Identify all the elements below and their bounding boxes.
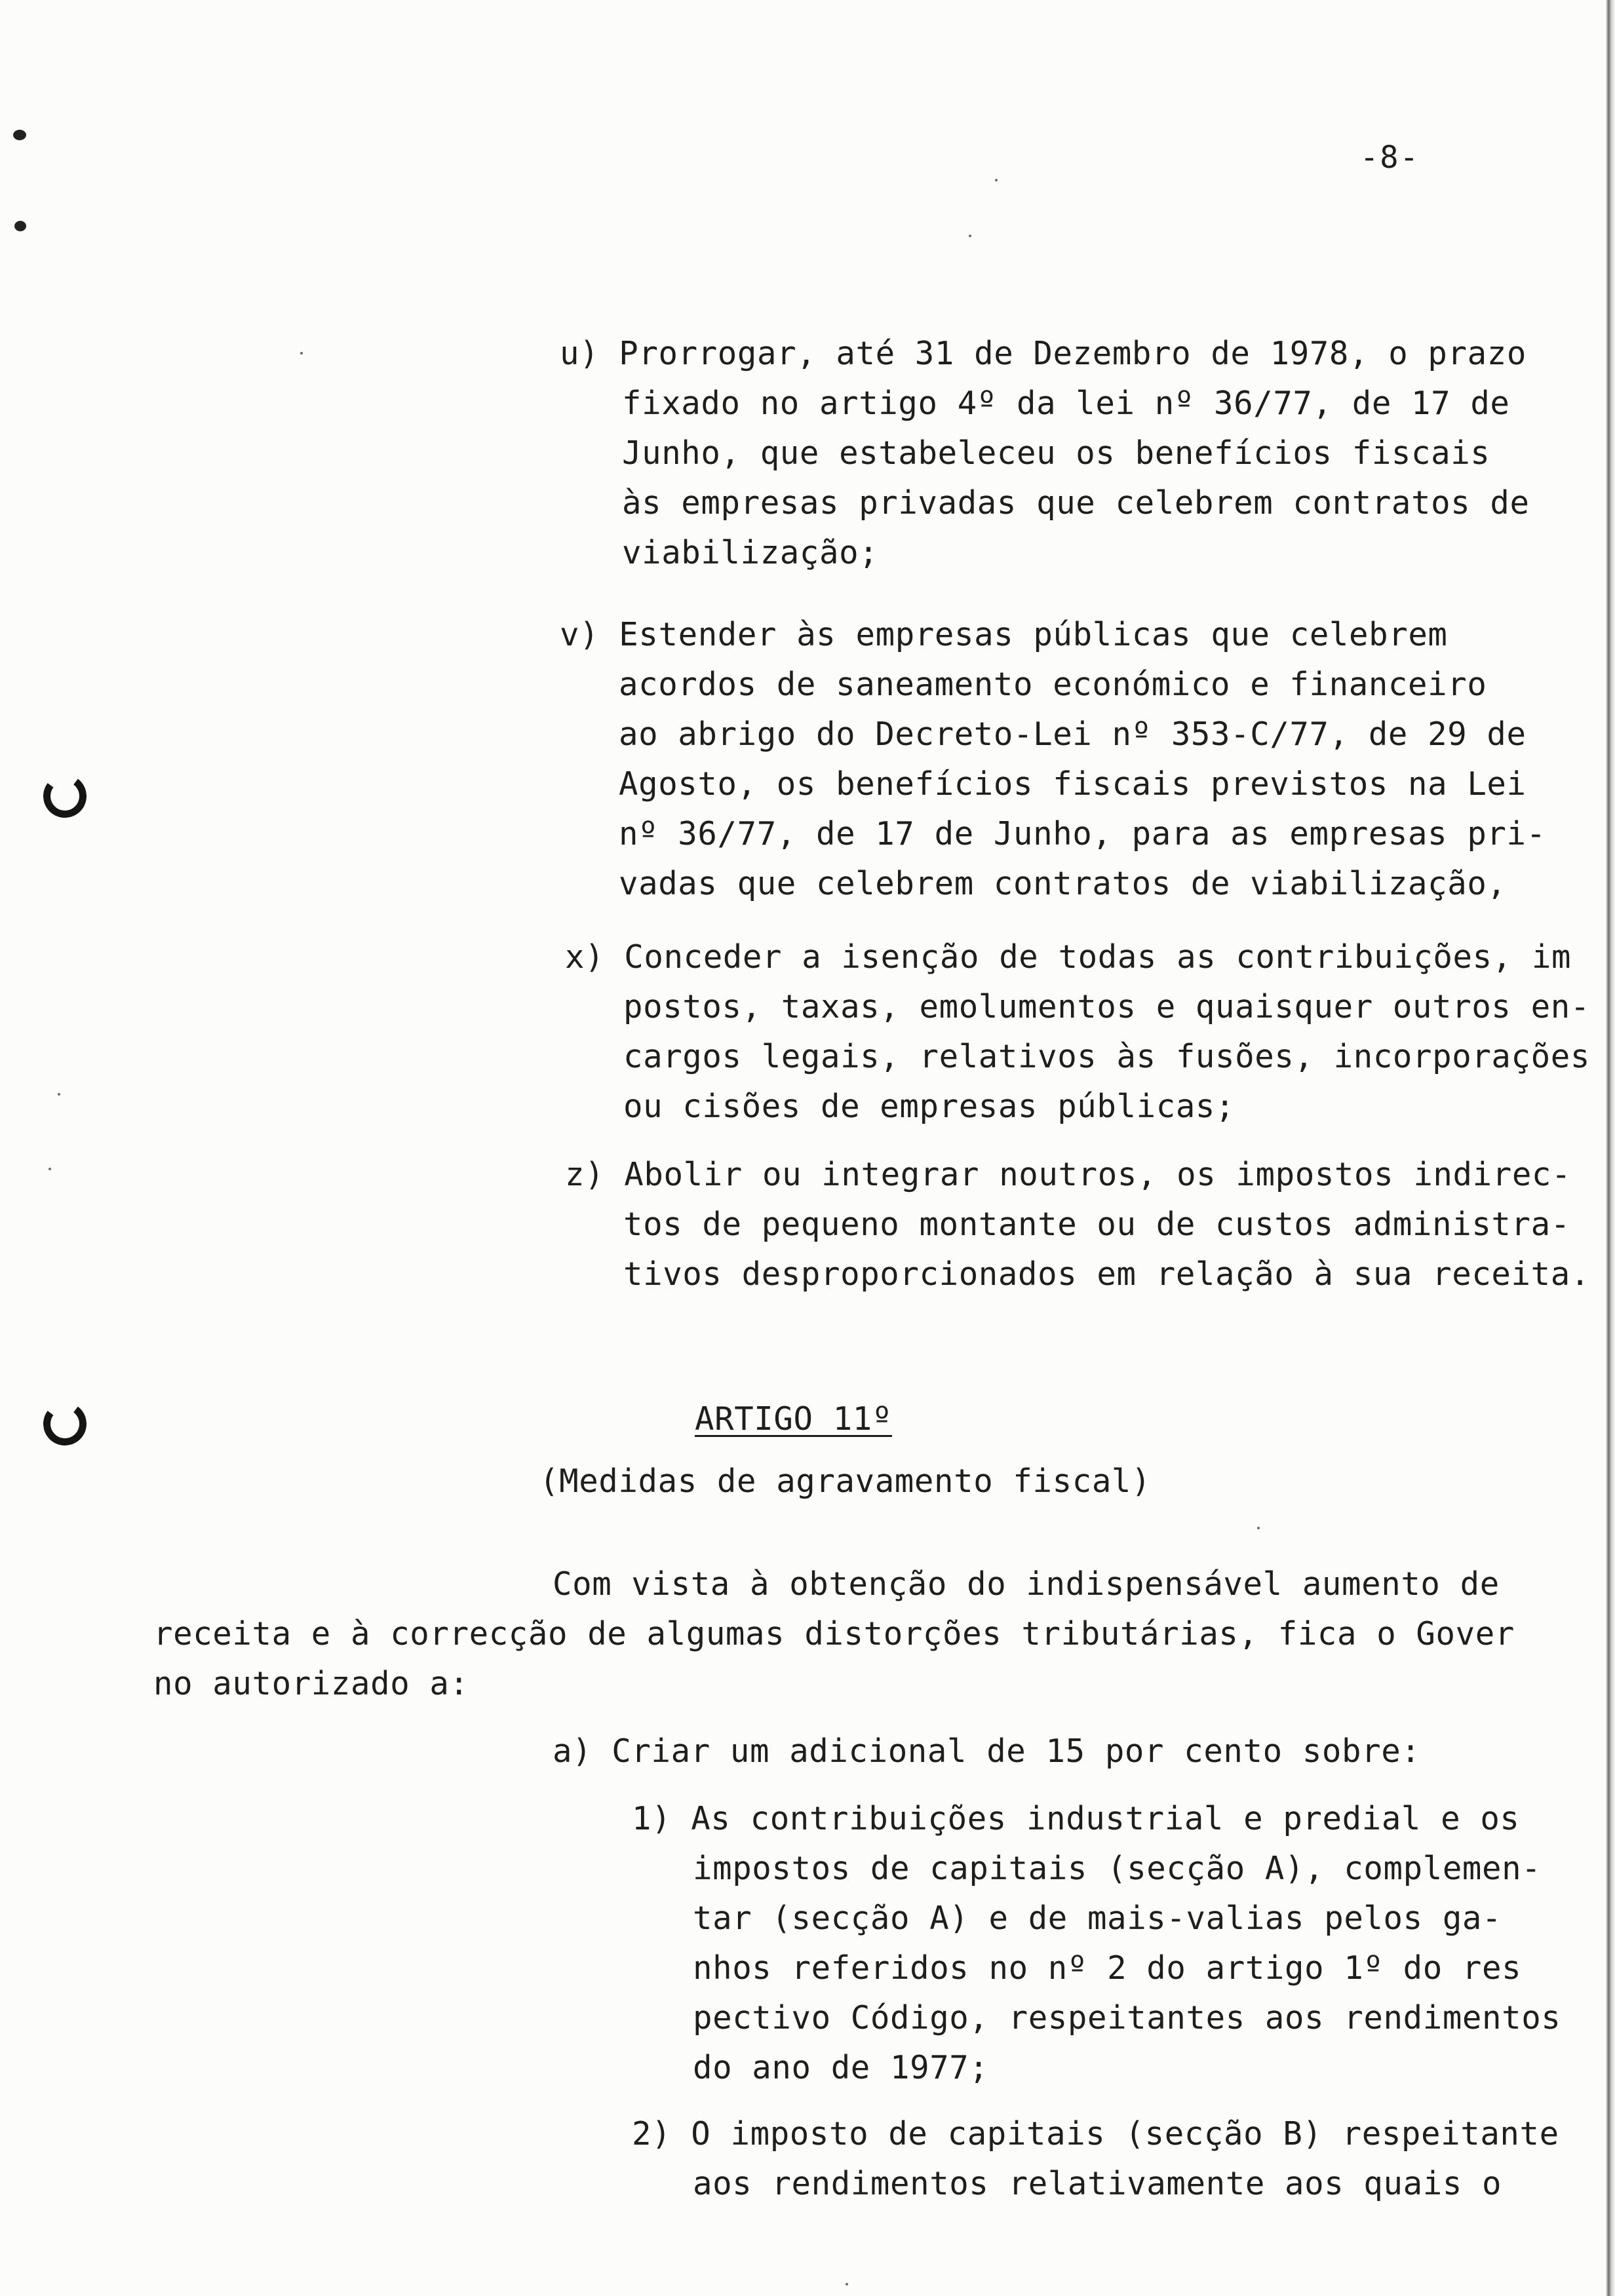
margin-mark [14,221,26,231]
item-line: ao abrigo do Decreto-Lei nº 353-C/77, de 29 de [619,716,1527,753]
speck [969,235,971,237]
sub-item-line: do ano de 1977; [693,2049,989,2086]
punch-hole-mark [41,772,90,821]
item-line: x) Conceder a isenção de todas as contribuições, im [565,938,1572,976]
item-line: v) Estender às empresas públicas que celebrem [560,616,1448,653]
page-number: -8- [1360,140,1420,176]
article-subtitle: (Medidas de agravamento fiscal) [539,1463,1152,1500]
item-line: Agosto, os benefícios fiscais previstos na Lei [619,765,1527,803]
speck [58,1093,60,1096]
item-line: vadas que celebrem contratos de viabilização, [619,865,1507,902]
measure-heading: a) Criar um adicional de 15 por cento sobre: [553,1732,1421,1770]
item-line: viabilização; [622,534,879,571]
speck [300,352,303,354]
speck [995,179,998,182]
item-line: z) Abolir ou integrar noutros, os impostos indirec- [565,1156,1572,1193]
item-line: tivos desproporcionados em relação à sua receita. [623,1255,1590,1293]
sub-item-line: pectivo Código, respeitantes aos rendimentos [693,1999,1561,2037]
sub-item-line: 1) As contribuições industrial e predial e os [632,1800,1520,1837]
paragraph-line: no autorizado a: [153,1665,469,1702]
item-line: ou cisões de empresas públicas; [623,1088,1236,1125]
margin-mark [13,130,26,140]
article-title: ARTIGO 11º [695,1400,893,1438]
item-line: Junho, que estabeleceu os benefícios fiscais [622,434,1490,472]
paragraph-line: receita e à correcção de algumas distorções tributárias, fica o Gover [153,1615,1515,1653]
punch-hole-mark [41,1400,90,1449]
item-line: acordos de saneamento económico e financeiro [619,666,1487,703]
sub-item-line: nhos referidos no nº 2 do artigo 1º do res [693,1949,1522,1987]
item-line: às empresas privadas que celebrem contratos de [622,484,1530,522]
speck [1257,1527,1260,1529]
sub-item-line: impostos de capitais (secção A), complemen- [693,1850,1542,1887]
item-line: tos de pequeno montante ou de custos administra- [623,1206,1570,1243]
item-line: fixado no artigo 4º da lei nº 36/77, de 17 de [622,385,1510,422]
sub-item-line: aos rendimentos relativamente aos quais o [693,2165,1502,2202]
speck [846,2283,848,2286]
item-line: cargos legais, relativos às fusões, incorporações [623,1038,1590,1075]
sub-item-line: 2) O imposto de capitais (secção B) respeitante [632,2115,1559,2152]
item-line: postos, taxas, emolumentos e quaisquer outros en- [623,988,1590,1025]
speck [49,1168,51,1170]
item-line: u) Prorrogar, até 31 de Dezembro de 1978, o prazo [560,335,1527,372]
sub-item-line: tar (secção A) e de mais-valias pelos ga- [693,1900,1502,1937]
item-line: nº 36/77, de 17 de Junho, para as empresas pri- [619,815,1546,852]
paragraph-line: Com vista à obtenção do indispensável aumento de [553,1565,1500,1603]
page-edge [1606,0,1615,2296]
